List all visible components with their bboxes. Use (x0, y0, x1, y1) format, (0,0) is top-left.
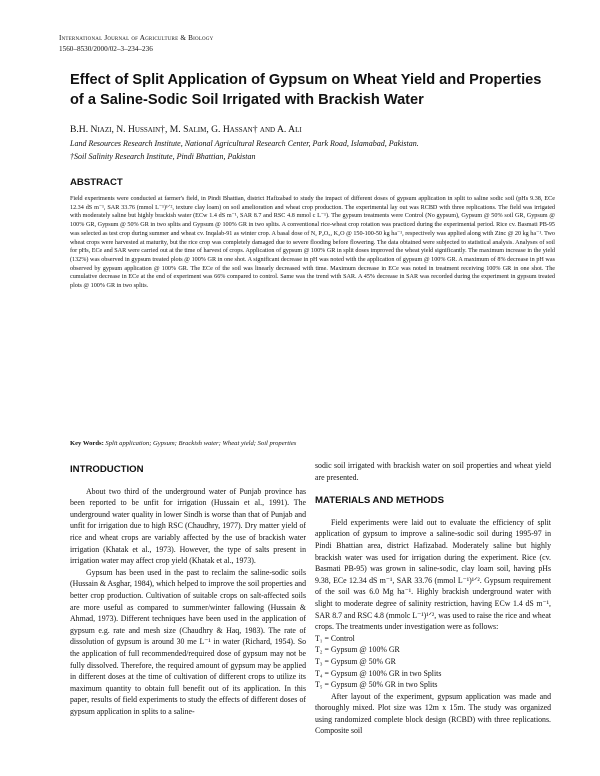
treatment-item: T₂ = Gypsum @ 100% GR (315, 645, 400, 655)
treatment-item: T₄ = Gypsum @ 100% GR in two Splits (315, 668, 442, 678)
right-column (315, 460, 551, 737)
keywords-label: Key Words: (70, 440, 104, 447)
treatment-item: T₁ = Control (315, 633, 355, 643)
keywords-text: Split application; Gypsum; Brackish water; Wheat yield; Soil properties (105, 440, 297, 447)
journal-name: International Journal of Agriculture & Biology (59, 34, 214, 42)
author-list: B.H. Niazi, N. Hussain†, M. Salim, G. Hassan† and A. Ali (70, 124, 302, 135)
abstract-heading: ABSTRACT (70, 177, 123, 188)
affiliation-2: †Soil Salinity Research Institute, Pindi Bhattian, Pakistan (70, 152, 256, 161)
keywords (70, 440, 555, 447)
intro-continuation: sodic soil irrigated with brackish water on soil properties and wheat yield are presented. (315, 461, 551, 482)
methods-paragraph-2: After layout of the experiment, gypsum application was made and thoroughly mixed. Plot size was 12m x 15m. The study was organized using randomized complete block design (RCBD) with three replications. Composite soil (315, 691, 551, 736)
intro-paragraph-2: Gypsum has been used in the past to reclaim the saline-sodic soils (Hussain & Asghar, 1984), which helped to improve the soil properties and better crop production. Cultivation of suitable crops on salt-affected soils are more useful as compared to summer/winter fallowing (Hussain & Ahmad, 1973). Different techniques have been used in the application of gypsum e.g. rate and mesh size (Chaudhry & Haq, 1983). The rate of dissolution of gypsum is around 30 me L⁻¹ in water (Richard, 1954). So the application of full recommended/required dose of gypsum may not be fully dissolved. Therefore, the required amount of gypsum may be applied in different doses at the time of cultivation of different crops to utilize its maximum quantity to obtain full benefit out of its application. In this paper, results of field experiments to study the effects of different doses of gypsum application in splits to a saline- (70, 567, 306, 716)
intro-paragraph-1: About two third of the underground water of Punjab province has been reported to be unfit for irrigation (Hussain et al., 1991). The underground water quality in lower Sindh is worse than that of Punjab and unfit for irrigation due to high RSC (Chaudhry, 1977). Dry matter yield of rice and wheat crops are variably affected by the use of brackish water irrigation (Khatak et al., 1973). However, the type of salts present in irrigation water may affect crop yield (Khatak et al., 1973). (70, 486, 306, 566)
treatment-item: T₅ = Gypsum @ 50% GR in two Splits (315, 680, 438, 690)
issn-line: 1560–8530/2000/02–3–234–236 (59, 45, 153, 53)
left-column (70, 460, 306, 717)
affiliation-1: Land Resources Research Institute, National Agricultural Research Center, Park Road, Islamabad, Pakistan. (70, 139, 419, 148)
treatment-item: T₃ = Gypsum @ 50% GR (315, 656, 396, 666)
methods-paragraph-1: Field experiments were laid out to evaluate the efficiency of split application of gypsum to improve a saline-sodic soil during 1995-97 in Pindi Bhattian area, district Hafizabad. Moderately saline but highly brackish water was used for irrigation during the experiment. Rice (cv. Basmati PB-95) was grown in saline-sodic, clay loam soil, having pHs 9.38, ECe 12.34 dS m⁻¹, SAR 33.76 (mmol L⁻¹)¹ᐟ². Gypsum requirement of the soil was 6.0 Mg ha⁻¹. Highly brackish underground water with slight to moderate degree of salinity restriction, having ECw 1.4 dS m⁻¹, SAR 8.7 and RSC 4.8 (mmolc L⁻¹)¹ᐟ², was used to raise the rice and wheat crops. The treatments under investigation were as follows: (315, 517, 551, 632)
methods-heading: MATERIALS AND METHODS (315, 495, 444, 507)
introduction-heading: INTRODUCTION (70, 464, 144, 475)
paper-title: Effect of Split Application of Gypsum on Wheat Yield and Properties of a Saline-Sodic Soil Irrigated with Brackish Water (70, 72, 542, 108)
abstract-text: Field experiments were conducted at farmer's field, in Pindi Bhattian, district Hafizabad to study the impact of different doses of gypsum application in split to saline sodic soil (pHs 9.38, ECe 12.34 dS m⁻¹, SAR 33.76 (mmol L⁻¹)¹ᐟ², texture clay loam) on soil amelioration and wheat crop production. The experimental lay out was RCBD with three replications. The field was irrigated with moderately saline but highly brackish water (ECw 1.4 dS m⁻¹, SAR 8.7 and RSC 4.8 mmol c L⁻¹). The gypsum treatments were Control (No gypsum), Gypsum @ 50% soil GR, Gypsum @ 100% GR, Gypsum @ 50% GR in two splits and Gypsum @ 100% GR in two splits. A conventional rice-wheat crop rotation was practiced during the experimental period. Rice cv. Basmati PB-95 was selected as test crop during summer and wheat cv. Inqalab-91 as winter crop. A basal dose of N, P₂O₅, K₂O @ 150-100-50 kg ha⁻¹, respectively was applied along with Zinc @ 20 kg ha⁻¹. Two wheat crops were harvested at maturity, but the rice crop was completely damaged due to severe flooding before flowering. The data obtained were subjected to statistical analysis. Analyses of soil for pHs, ECe and SAR were carried out at the time of harvest of crops. Application of gypsum @ 100% GR in split doses improved the wheat yield significantly. The maximum increase in the yield (132%) was observed in gypsum treated plots @ 100% GR in one shot. A significant decrease in pH was noted with the application of gypsum @ 100% GR. A maximum of 8% decrease in pH was observed by gypsum application @ 100% GR. The ECe of the soil was linearly decreased with time. Maximum decrease in ECe was noted in treatment receiving 100% GR in one shot. The cumulative decrease in ECe at the end of experiment was 66% compared to control. Same was the trend with SAR. A 45% decrease in SAR was recorded during the experiment in gypsum treated plots @ 100% GR in two splits. (70, 196, 555, 290)
